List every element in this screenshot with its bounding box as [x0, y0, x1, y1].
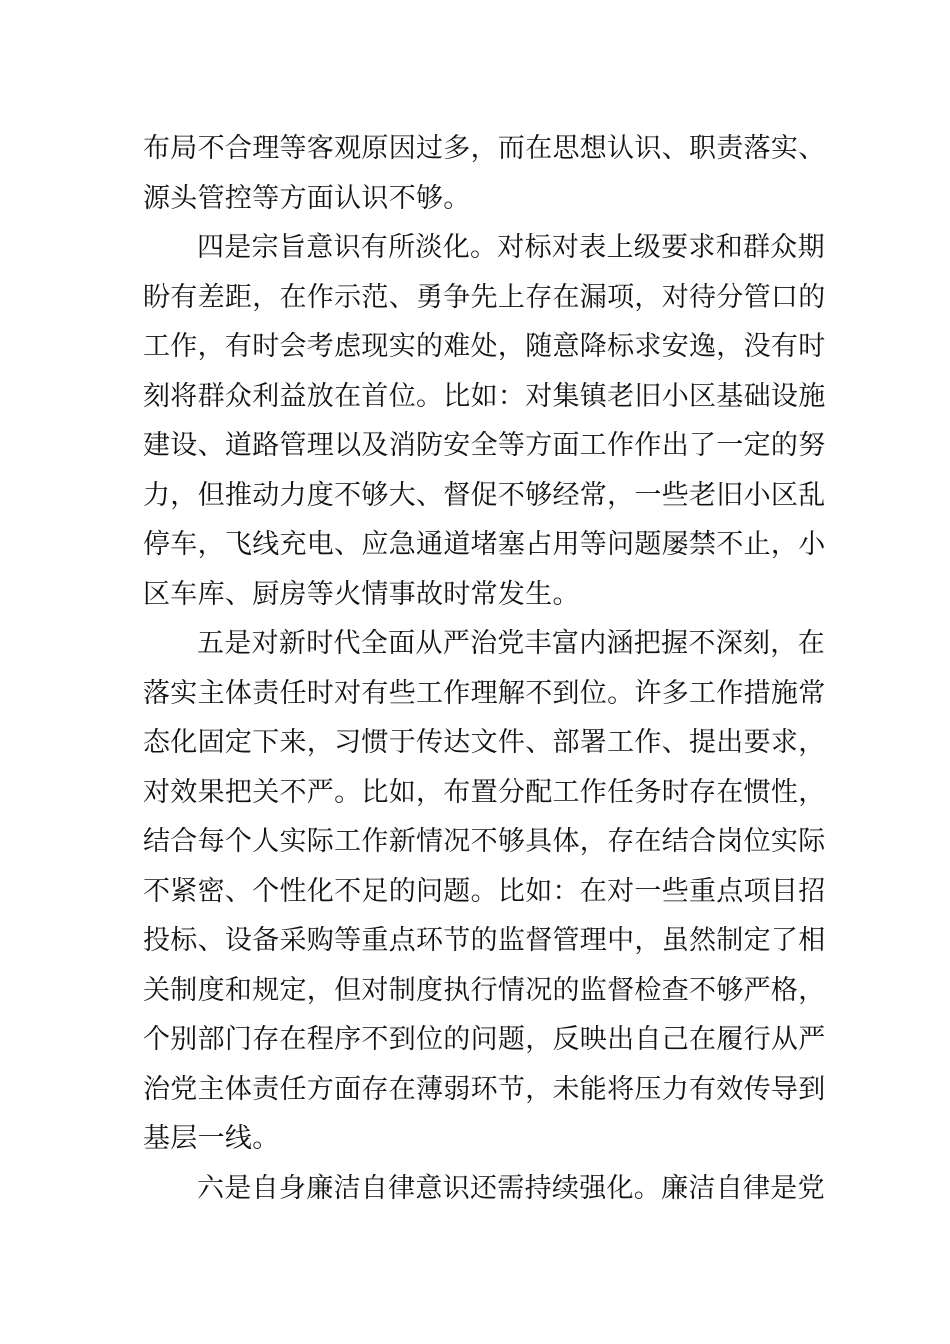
text-line: 刻将群众利益放在首位。比如：对集镇老旧小区基础设施 — [143, 380, 826, 412]
text-line: 布局不合理等客观原因过多，而在思想认识、职责落实、 — [143, 133, 826, 164]
text-line: 治党主体责任方面存在薄弱环节，未能将压力有效传导到 — [143, 1073, 826, 1105]
paragraph-start-line: 五是对新时代全面从严治党丰富内涵把握不深刻，在 — [197, 628, 825, 659]
text-line: 不紧密、个性化不足的问题。比如：在对一些重点项目招 — [143, 875, 826, 907]
text-line: 建设、道路管理以及消防安全等方面工作作出了一定的努 — [143, 430, 826, 461]
text-line: 个别部门存在程序不到位的问题，反映出自己在履行从严 — [143, 1024, 826, 1055]
body-text — [143, 124, 826, 1213]
text-line: 投标、设备采购等重点环节的监督管理中，虽然制定了相 — [143, 925, 826, 956]
text-line: 区车库、厨房等火情事故时常发生。 — [143, 578, 580, 610]
text-line: 源头管控等方面认识不够。 — [143, 182, 471, 214]
text-line: 力，但推动力度不够大、督促不够经常，一些老旧小区乱 — [143, 479, 826, 511]
text-line: 对效果把关不严。比如，布置分配工作任务时存在惯性， — [143, 776, 826, 808]
text-line: 关制度和规定，但对制度执行情况的监督检查不够严格， — [143, 974, 826, 1006]
text-line: 落实主体责任时对有些工作理解不到位。许多工作措施常 — [143, 677, 826, 709]
text-line: 工作，有时会考虑现实的难处，随意降标求安逸，没有时 — [143, 331, 826, 362]
text-line: 结合每个人实际工作新情况不够具体，存在结合岗位实际 — [143, 826, 826, 857]
text-line: 态化固定下来，习惯于传达文件、部署工作、提出要求， — [143, 727, 826, 758]
text-line: 盼有差距，在作示范、勇争先上存在漏项，对待分管口的 — [143, 281, 826, 313]
text-line: 停车，飞线充电、应急通道堵塞占用等问题屡禁不止，小 — [143, 529, 826, 560]
text-line: 基层一线。 — [143, 1123, 280, 1154]
paragraph-start-line: 四是宗旨意识有所淡化。对标对表上级要求和群众期 — [197, 232, 825, 263]
paragraph-start-line: 六是自身廉洁自律意识还需持续强化。廉洁自律是党 — [197, 1172, 825, 1204]
